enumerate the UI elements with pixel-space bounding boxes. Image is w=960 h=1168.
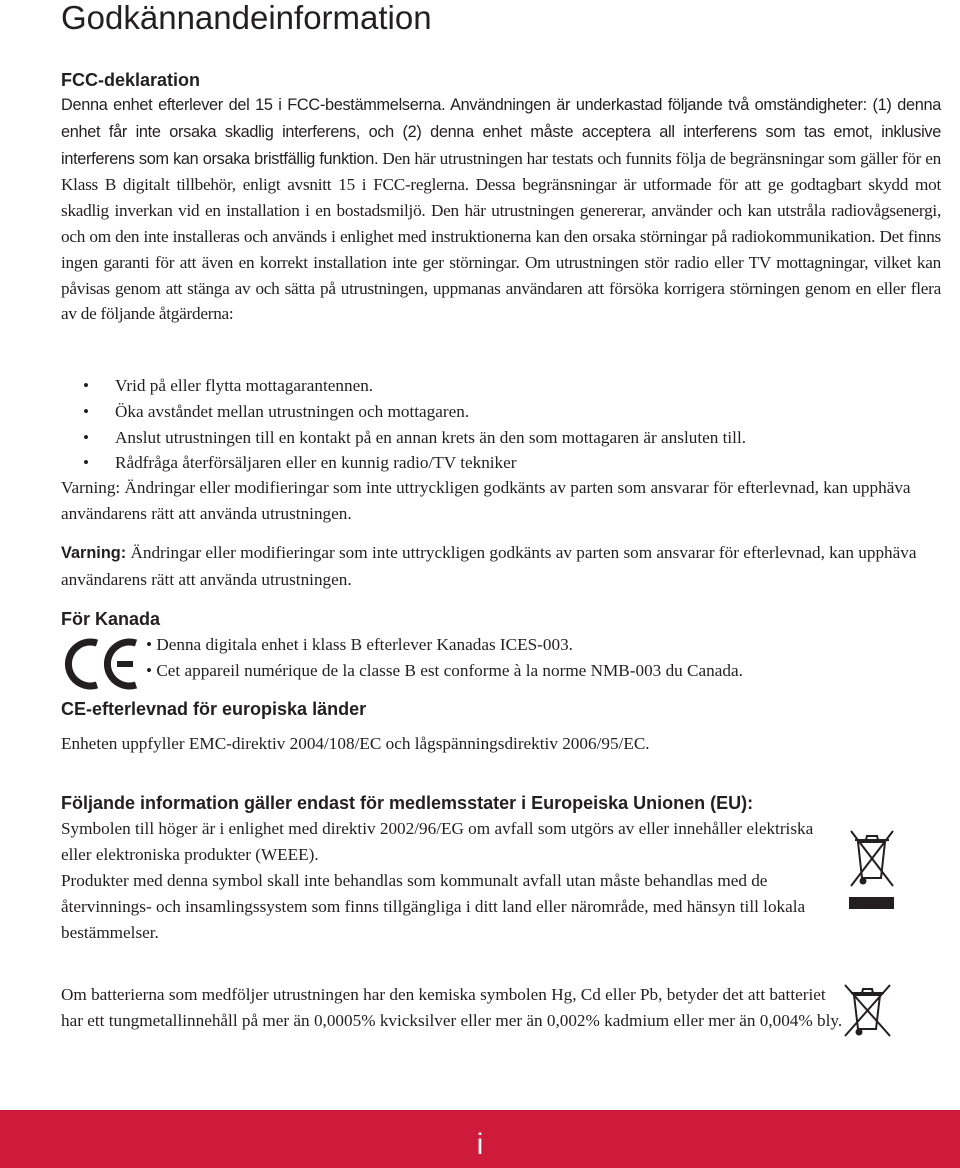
eu-text (61, 816, 821, 946)
warning-label: Varning: (61, 544, 127, 562)
list-item (61, 450, 746, 476)
list-item (61, 399, 746, 425)
fcc-heading: FCC-deklaration (61, 70, 201, 90)
battery-text: Om batterierna som medföljer utrustningen har den kemiska symbolen Hg, Cd eller Pb, betyder det att batteriet har ett tungmetallinnehåll på mer än 0,0005% kvicksilver eller mer än 0,002% kadmium eller mer än 0,004% bly. (61, 985, 843, 1030)
weee-bar (849, 897, 894, 909)
page-number: i (476, 1128, 484, 1161)
ce-heading: CE-efterlevnad för europiska länder (61, 699, 367, 719)
ce-mark-icon (63, 636, 139, 692)
fcc-paragraph (61, 92, 941, 327)
fcc-intro-text: Denna enhet efterlever del 15 i FCC-bestämmelserna. Användningen är underkastad följande två omständigheter: (1) denna enhet får inte orsaka skadlig interferens, och (2) denna enhet måste acceptera all interferens som tas emot, inklusive interferens som kan orsaka bristfällig funktion. (61, 96, 941, 168)
list-item-text: Rådfråga återförsäljaren eller en kunnig radio/TV tekniker (115, 453, 517, 473)
eu-paragraph-1: Symbolen till höger är i enlighet med direktiv 2002/96/EG om avfall som utgörs av eller innehåller elektriska eller elektroniska produkter (WEEE). (61, 819, 814, 864)
warning-text: Ändringar eller modifieringar som inte uttryckligen godkänts av parten som ansvarar för efterlevnad, kan upphäva användarens rätt att använda utrustningen. (61, 543, 917, 589)
canada-compliance-list (146, 632, 743, 684)
ce-text: Enheten uppfyller EMC-direktiv 2004/108/EC och lågspänningsdirektiv 2006/95/EC. (61, 734, 650, 753)
eu-heading: Följande information gäller endast för medlemsstater i Europeiska Unionen (EU): (61, 793, 754, 813)
list-item-text: Vrid på eller flytta mottagarantennen. (115, 376, 374, 395)
bullet-icon: • (83, 376, 90, 395)
fcc-measures-list (61, 373, 746, 476)
list-item-text: Anslut utrustningen till en kontakt på en annan krets än den som mottagaren är ansluten till. (115, 427, 747, 447)
crossed-out-wheelie-bin-icon (849, 828, 895, 890)
list-item (61, 425, 746, 451)
bullet-icon: • (83, 427, 90, 447)
list-item (61, 373, 746, 399)
list-item: • Cet appareil numérique de la classe B est conforme à la norme NMB-003 du Canada. (146, 661, 743, 680)
fcc-body-text: Den här utrustningen har testats och funnits följa de begränsningar som gäller för en Klass B digitalt tillbehör, enligt avsnitt 15 i FCC-reglerna. Dessa begränsningar är utformade för att ge godtagbart skydd mot skadlig inverkan vid en installation i en bostadsmiljö. Den här utrustningen genererar, använder och kan utstråla radiovågsenergi, och om den inte installeras och används i enlighet med instruktionerna kan den orsaka störningar på radiokommunikation. Det finns ingen garanti för att även en korrekt installation inte ger störningar. Om utrustningen stör radio eller TV mottagningar, vilket kan påvisas genom att stänga av och sätta på utrustningen, uppmanas användaren att försöka korrigera störningen genom en eller flera av de följande åtgärderna: (61, 148, 941, 324)
canada-heading: För Kanada (61, 609, 161, 629)
bullet-icon: • (83, 453, 90, 473)
bullet-icon: • (83, 401, 90, 421)
fcc-warning-plain: Varning: Ändringar eller modifieringar som inte uttryckligen godkänts av parten som ansvarar för efterlevnad, kan upphäva användarens rätt att använda utrustningen. (61, 478, 911, 523)
page-title: Godkännandeinformation (61, 0, 432, 36)
eu-paragraph-2: Produkter med denna symbol skall inte behandlas som kommunalt avfall utan måste behandlas med de återvinnings- och insamlingssystem som finns tillgängliga i ditt land eller närområde, med hänsyn till lokala bestämmelser. (61, 871, 806, 942)
crossed-out-wheelie-bin-icon (842, 983, 894, 1039)
fcc-warning (61, 540, 921, 593)
list-item: • Denna digitala enhet i klass B efterlever Kanadas ICES-003. (146, 635, 573, 654)
list-item-text: Öka avståndet mellan utrustningen och mottagaren. (115, 401, 470, 421)
